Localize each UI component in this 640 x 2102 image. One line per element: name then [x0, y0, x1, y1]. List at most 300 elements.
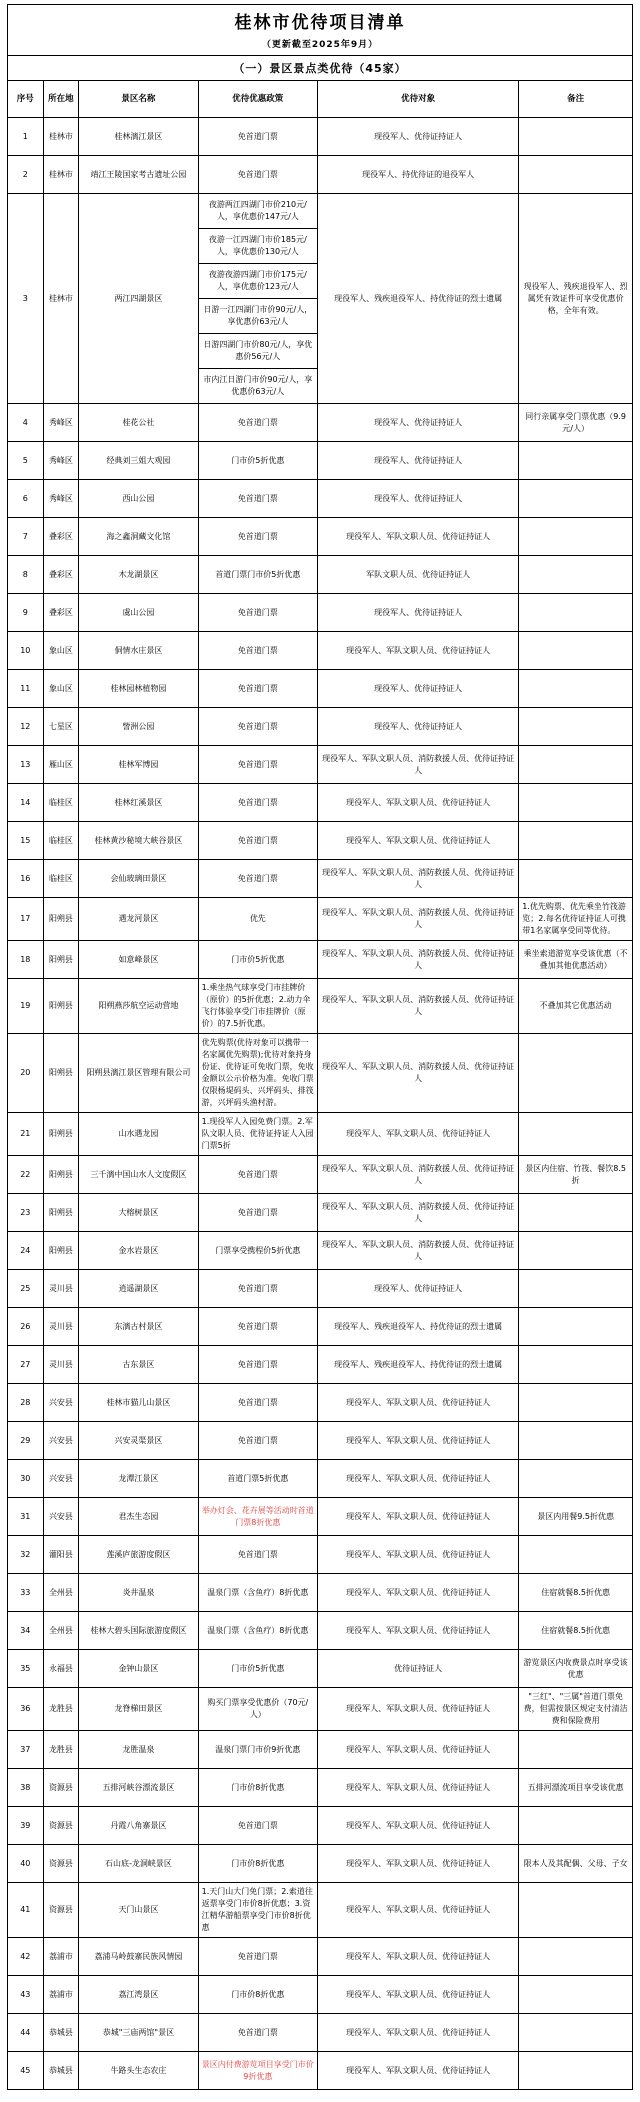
cell-policy: 免首道门票 — [198, 632, 317, 670]
policy-sub-item: 日游四湖门市价80元/人，享优惠价56元/人 — [199, 334, 317, 369]
cell-remark — [519, 556, 633, 594]
cell-location: 恭城县 — [43, 2052, 79, 2090]
cell-location: 阳朔县 — [43, 1156, 79, 1194]
cell-remark — [519, 632, 633, 670]
cell-location: 阳朔县 — [43, 1194, 79, 1232]
header-row — [8, 81, 633, 118]
cell-policy: 优先购票(优待对象可以携带一名家属优先购票);优待对象持身份证、优待证可免收门票，免收金额以公示价格为准。免收门票仅限杨堤码头、兴坪码头、排筏游，兴坪码头渔村游。 — [198, 1034, 317, 1113]
table-row — [8, 708, 633, 746]
cell-target: 现役军人、军队文职人员、优待证持证人 — [318, 1498, 519, 1536]
cell-remark: 景区内住宿、竹筏、餐饮8.5折 — [519, 1156, 633, 1194]
table-row — [8, 1976, 633, 2014]
cell-serial: 44 — [8, 2014, 44, 2052]
cell-target: 现役军人、军队文职人员、消防救援人员、优待证持证人 — [318, 979, 519, 1034]
cell-scenic-name: 金水岩景区 — [79, 1232, 198, 1270]
cell-serial: 6 — [8, 480, 44, 518]
cell-scenic-name: 石山底-龙洞峡景区 — [79, 1845, 198, 1883]
cell-scenic-name: 东漓古村景区 — [79, 1308, 198, 1346]
cell-serial: 20 — [8, 1034, 44, 1113]
cell-location: 恭城县 — [43, 2014, 79, 2052]
cell-scenic-name: 丹霞八角寨景区 — [79, 1807, 198, 1845]
cell-location: 桂林市 — [43, 118, 79, 156]
table-row — [8, 2014, 633, 2052]
cell-policy: 门市价5折优惠 — [198, 442, 317, 480]
cell-serial: 16 — [8, 860, 44, 898]
table-row — [8, 1308, 633, 1346]
cell-serial: 35 — [8, 1650, 44, 1688]
cell-target: 现役军人、军队文职人员、优待证持证人 — [318, 2014, 519, 2052]
cell-scenic-name: 海之鑫洞藏文化馆 — [79, 518, 198, 556]
cell-location: 阳朔县 — [43, 1232, 79, 1270]
cell-policy: 门票享受携程价5折优惠 — [198, 1232, 317, 1270]
cell-remark: 景区内用餐9.5折优惠 — [519, 1498, 633, 1536]
cell-target: 现役军人、军队文职人员、消防救援人员、优待证持证人 — [318, 941, 519, 979]
cell-scenic-name: 桂林红溪景区 — [79, 784, 198, 822]
cell-policy: 温泉门票（含鱼疗）8折优惠 — [198, 1612, 317, 1650]
cell-remark — [519, 1346, 633, 1384]
cell-serial: 30 — [8, 1460, 44, 1498]
cell-scenic-name: 会仙玻璃田景区 — [79, 860, 198, 898]
cell-serial: 27 — [8, 1346, 44, 1384]
cell-location: 全州县 — [43, 1574, 79, 1612]
cell-serial: 42 — [8, 1938, 44, 1976]
cell-remark — [519, 1938, 633, 1976]
cell-remark — [519, 1034, 633, 1113]
cell-remark — [519, 1194, 633, 1232]
cell-scenic-name: 桂林漓江景区 — [79, 118, 198, 156]
cell-scenic-name: 訾洲公园 — [79, 708, 198, 746]
cell-target: 现役军人、残疾退役军人、持优待证的烈士遗属 — [318, 194, 519, 404]
cell-location: 叠彩区 — [43, 556, 79, 594]
cell-policy — [198, 194, 317, 404]
col-header-scenic-name: 景区名称 — [79, 81, 198, 118]
cell-serial: 31 — [8, 1498, 44, 1536]
title-block — [7, 4, 633, 55]
cell-serial: 18 — [8, 941, 44, 979]
cell-serial: 4 — [8, 404, 44, 442]
table-row — [8, 156, 633, 194]
cell-remark — [519, 2052, 633, 2090]
policy-sub-item: 市内江日游门市价90元/人，享优惠价63元/人 — [203, 375, 313, 397]
cell-policy: 免首道门票 — [198, 1938, 317, 1976]
policy-sub-item: 夜游一江四湖门市价185元/人，享优惠价130元/人 — [199, 229, 317, 264]
cell-scenic-name: 炎井温泉 — [79, 1574, 198, 1612]
cell-remark — [519, 746, 633, 784]
cell-serial: 13 — [8, 746, 44, 784]
cell-policy: 门市价8折优惠 — [198, 1845, 317, 1883]
cell-policy: 免首道门票 — [198, 480, 317, 518]
cell-remark: 游览景区内收费景点时享受该优惠 — [519, 1650, 633, 1688]
cell-policy: 首道门票5折优惠 — [198, 1460, 317, 1498]
cell-target: 现役军人、军队文职人员、优待证持证人 — [318, 1976, 519, 2014]
cell-remark — [519, 1422, 633, 1460]
cell-serial: 32 — [8, 1536, 44, 1574]
table-row — [8, 1422, 633, 1460]
cell-location: 桂林市 — [43, 194, 79, 404]
cell-serial: 41 — [8, 1883, 44, 1938]
table-row — [8, 1536, 633, 1574]
cell-location: 七星区 — [43, 708, 79, 746]
table-row — [8, 2052, 633, 2090]
cell-serial: 34 — [8, 1612, 44, 1650]
cell-scenic-name: 经典刘三姐大观园 — [79, 442, 198, 480]
cell-target: 现役军人、军队文职人员、优待证持证人 — [318, 1536, 519, 1574]
cell-scenic-name: 虞山公园 — [79, 594, 198, 632]
cell-remark — [519, 708, 633, 746]
cell-serial: 33 — [8, 1574, 44, 1612]
table-row — [8, 194, 633, 404]
cell-location: 灵川县 — [43, 1308, 79, 1346]
cell-remark: 现役军人、残疾退役军人、烈属凭有效证件可享受优惠价格，全年有效。 — [519, 194, 633, 404]
table-row — [8, 1731, 633, 1769]
cell-target: 现役军人、优待证持证人 — [318, 118, 519, 156]
cell-serial: 37 — [8, 1731, 44, 1769]
table-row — [8, 1845, 633, 1883]
cell-scenic-name: 桂林黄沙秘境大峡谷景区 — [79, 822, 198, 860]
cell-scenic-name: 荔浦马岭鼓寨民族风情园 — [79, 1938, 198, 1976]
cell-remark — [519, 1384, 633, 1422]
cell-scenic-name: 君杰生态园 — [79, 1498, 198, 1536]
cell-location: 兴安县 — [43, 1422, 79, 1460]
table-row — [8, 670, 633, 708]
cell-location: 秀峰区 — [43, 442, 79, 480]
cell-location: 临桂区 — [43, 784, 79, 822]
cell-location: 桂林市 — [43, 156, 79, 194]
cell-serial: 9 — [8, 594, 44, 632]
cell-location: 阳朔县 — [43, 979, 79, 1034]
cell-scenic-name: 桂林军博园 — [79, 746, 198, 784]
cell-policy: 免首道门票 — [198, 1422, 317, 1460]
cell-serial: 29 — [8, 1422, 44, 1460]
table-row — [8, 1270, 633, 1308]
cell-target: 现役军人、军队文职人员、消防救援人员、优待证持证人 — [318, 1034, 519, 1113]
table-row — [8, 594, 633, 632]
cell-policy: 免首道门票 — [198, 594, 317, 632]
cell-target: 现役军人、残疾退役军人、持优待证的烈士遗属 — [318, 1308, 519, 1346]
cell-location: 阳朔县 — [43, 941, 79, 979]
cell-target: 现役军人、军队文职人员、优待证持证人 — [318, 1883, 519, 1938]
cell-serial: 43 — [8, 1976, 44, 2014]
cell-serial: 45 — [8, 2052, 44, 2090]
cell-scenic-name: 阳朔燕莎航空运动营地 — [79, 979, 198, 1034]
cell-policy: 首道门票门市价5折优惠 — [198, 556, 317, 594]
cell-location: 龙胜县 — [43, 1688, 79, 1731]
cell-serial: 28 — [8, 1384, 44, 1422]
cell-remark: 住宿就餐8.5折优惠 — [519, 1574, 633, 1612]
cell-target: 现役军人、军队文职人员、优待证持证人 — [318, 1688, 519, 1731]
cell-remark — [519, 784, 633, 822]
cell-policy: 免首道门票 — [198, 1346, 317, 1384]
table-row — [8, 518, 633, 556]
policy-sub-item: 日游一江四湖门市价90元/人，享优惠价63元/人 — [199, 299, 317, 334]
table-row — [8, 1807, 633, 1845]
cell-target: 现役军人、优待证持证人 — [318, 404, 519, 442]
table-row — [8, 556, 633, 594]
cell-policy: 免首道门票 — [198, 518, 317, 556]
col-header-remark: 备注 — [519, 81, 633, 118]
benefits-table — [7, 80, 633, 2090]
cell-policy: 景区内付费游览项目享受门市价9折优惠 — [198, 2052, 317, 2090]
cell-location: 龙胜县 — [43, 1731, 79, 1769]
cell-location: 临桂区 — [43, 822, 79, 860]
cell-target: 现役军人、军队文职人员、消防救援人员、优待证持证人 — [318, 898, 519, 941]
cell-remark — [519, 1731, 633, 1769]
cell-remark — [519, 1536, 633, 1574]
cell-location: 雁山区 — [43, 746, 79, 784]
section-heading: （一）景区景点类优待（45家） — [7, 55, 633, 80]
cell-policy: 免首道门票 — [198, 1536, 317, 1574]
table-row — [8, 1034, 633, 1113]
cell-policy: 免首道门票 — [198, 784, 317, 822]
table-row — [8, 1346, 633, 1384]
cell-target: 现役军人、优待证持证人 — [318, 594, 519, 632]
cell-location: 灵川县 — [43, 1270, 79, 1308]
cell-remark: 住宿就餐8.5折优惠 — [519, 1612, 633, 1650]
cell-target: 现役军人、军队文职人员、优待证持证人 — [318, 1938, 519, 1976]
cell-remark — [519, 670, 633, 708]
cell-policy: 免首道门票 — [198, 1308, 317, 1346]
cell-policy: 免首道门票 — [198, 708, 317, 746]
cell-target: 现役军人、军队文职人员、优待证持证人 — [318, 1574, 519, 1612]
page-title: 桂林市优待项目清单 — [234, 13, 406, 33]
cell-policy: 免首道门票 — [198, 822, 317, 860]
cell-location: 象山区 — [43, 670, 79, 708]
cell-scenic-name: 山水遇龙园 — [79, 1113, 198, 1156]
cell-target: 现役军人、军队文职人员、消防救援人员、优待证持证人 — [318, 860, 519, 898]
cell-serial: 36 — [8, 1688, 44, 1731]
col-header-policy: 优待优惠政策 — [198, 81, 317, 118]
cell-location: 秀峰区 — [43, 404, 79, 442]
cell-target: 军队文职人员、优待证持证人 — [318, 556, 519, 594]
cell-policy: 免首道门票 — [198, 1156, 317, 1194]
table-row — [8, 442, 633, 480]
table-row — [8, 1574, 633, 1612]
cell-serial: 2 — [8, 156, 44, 194]
cell-scenic-name: 桂林大碧头国际旅游度假区 — [79, 1612, 198, 1650]
cell-remark — [519, 1976, 633, 2014]
table-row — [8, 118, 633, 156]
cell-scenic-name: 金钟山景区 — [79, 1650, 198, 1688]
cell-serial: 10 — [8, 632, 44, 670]
cell-location: 兴安县 — [43, 1460, 79, 1498]
table-row — [8, 822, 633, 860]
cell-scenic-name: 龙胜温泉 — [79, 1731, 198, 1769]
cell-scenic-name: 桂林市猫儿山景区 — [79, 1384, 198, 1422]
cell-remark: 五排河漂流项目享受该优惠 — [519, 1769, 633, 1807]
cell-location: 资源县 — [43, 1769, 79, 1807]
table-row — [8, 1156, 633, 1194]
cell-remark — [519, 1232, 633, 1270]
cell-policy: 免首道门票 — [198, 1384, 317, 1422]
cell-scenic-name: 荔江湾景区 — [79, 1976, 198, 2014]
cell-scenic-name: 靖江王陵国家考古遗址公园 — [79, 156, 198, 194]
page-subtitle: （更新截至2025年9月） — [261, 40, 379, 51]
cell-policy: 免首道门票 — [198, 404, 317, 442]
cell-policy: 免首道门票 — [198, 1807, 317, 1845]
cell-serial: 22 — [8, 1156, 44, 1194]
table-row — [8, 480, 633, 518]
cell-scenic-name: 五排河峡谷漂流景区 — [79, 1769, 198, 1807]
cell-scenic-name: 阳朔县漓江景区管理有限公司 — [79, 1034, 198, 1113]
cell-scenic-name: 天门山景区 — [79, 1883, 198, 1938]
table-row — [8, 1384, 633, 1422]
cell-serial: 38 — [8, 1769, 44, 1807]
cell-serial: 8 — [8, 556, 44, 594]
cell-target: 优待证持证人 — [318, 1650, 519, 1688]
table-row — [8, 941, 633, 979]
col-header-serial: 序号 — [8, 81, 44, 118]
cell-location: 灵川县 — [43, 1346, 79, 1384]
table-row — [8, 1113, 633, 1156]
cell-policy: 门市价8折优惠 — [198, 1769, 317, 1807]
table-row — [8, 1938, 633, 1976]
table-row — [8, 1883, 633, 1938]
table-row — [8, 898, 633, 941]
cell-serial: 5 — [8, 442, 44, 480]
cell-location: 全州县 — [43, 1612, 79, 1650]
cell-remark: 限本人及其配偶、父母、子女 — [519, 1845, 633, 1883]
cell-scenic-name: 侗情水庄景区 — [79, 632, 198, 670]
cell-location: 临桂区 — [43, 860, 79, 898]
cell-policy: 购买门票享受优惠价（70元/人） — [198, 1688, 317, 1731]
cell-policy: 门市价5折优惠 — [198, 941, 317, 979]
cell-policy: 免首道门票 — [198, 1270, 317, 1308]
table-row — [8, 404, 633, 442]
cell-location: 阳朔县 — [43, 1113, 79, 1156]
col-header-location: 所在地 — [43, 81, 79, 118]
cell-policy: 1.乘坐热气球享受门市挂牌价（原价）的5折优惠；2.动力伞飞行体验享受门市挂牌价（原价）的7.5折优惠。 — [198, 979, 317, 1034]
cell-scenic-name: 牛路头生态农庄 — [79, 2052, 198, 2090]
cell-remark: 同行亲属享受门票优惠（9.9元/人） — [519, 404, 633, 442]
table-row — [8, 632, 633, 670]
cell-remark — [519, 118, 633, 156]
cell-location: 秀峰区 — [43, 480, 79, 518]
cell-location: 永福县 — [43, 1650, 79, 1688]
cell-target: 现役军人、军队文职人员、优待证持证人 — [318, 2052, 519, 2090]
cell-scenic-name: 西山公园 — [79, 480, 198, 518]
cell-remark — [519, 1883, 633, 1938]
cell-target: 现役军人、军队文职人员、消防救援人员、优待证持证人 — [318, 1156, 519, 1194]
cell-target: 现役军人、军队文职人员、优待证持证人 — [318, 822, 519, 860]
cell-serial: 12 — [8, 708, 44, 746]
cell-policy: 温泉门票门市价9折优惠 — [198, 1731, 317, 1769]
table-row — [8, 1232, 633, 1270]
cell-target: 现役军人、军队文职人员、优待证持证人 — [318, 1460, 519, 1498]
cell-remark — [519, 822, 633, 860]
cell-serial: 3 — [8, 194, 44, 404]
cell-serial: 15 — [8, 822, 44, 860]
cell-policy: 免首道门票 — [198, 156, 317, 194]
cell-scenic-name: 大榕树景区 — [79, 1194, 198, 1232]
cell-target: 现役军人、军队文职人员、优待证持证人 — [318, 1845, 519, 1883]
cell-remark — [519, 442, 633, 480]
cell-scenic-name: 恭城"三庙两馆"景区 — [79, 2014, 198, 2052]
cell-scenic-name: 桂林园林植物园 — [79, 670, 198, 708]
cell-serial: 25 — [8, 1270, 44, 1308]
cell-location: 资源县 — [43, 1807, 79, 1845]
table-row — [8, 1688, 633, 1731]
cell-remark — [519, 1270, 633, 1308]
cell-serial: 1 — [8, 118, 44, 156]
cell-remark — [519, 1807, 633, 1845]
cell-target: 现役军人、优待证持证人 — [318, 670, 519, 708]
cell-scenic-name: 两江四湖景区 — [79, 194, 198, 404]
cell-policy: 免首道门票 — [198, 746, 317, 784]
cell-serial: 19 — [8, 979, 44, 1034]
cell-policy: 门市价5折优惠 — [198, 1650, 317, 1688]
cell-serial: 26 — [8, 1308, 44, 1346]
cell-target: 现役军人、军队文职人员、优待证持证人 — [318, 1731, 519, 1769]
cell-scenic-name: 如意峰景区 — [79, 941, 198, 979]
cell-target: 现役军人、军队文职人员、优待证持证人 — [318, 784, 519, 822]
table-header — [8, 81, 633, 118]
cell-serial: 11 — [8, 670, 44, 708]
cell-target: 现役军人、持优待证的退役军人 — [318, 156, 519, 194]
cell-serial: 21 — [8, 1113, 44, 1156]
cell-location: 叠彩区 — [43, 594, 79, 632]
cell-target: 现役军人、军队文职人员、优待证持证人 — [318, 1612, 519, 1650]
cell-scenic-name: 古东景区 — [79, 1346, 198, 1384]
table-row — [8, 1194, 633, 1232]
cell-policy: 免首道门票 — [198, 670, 317, 708]
cell-serial: 14 — [8, 784, 44, 822]
cell-remark — [519, 518, 633, 556]
cell-scenic-name: 遇龙河景区 — [79, 898, 198, 941]
cell-location: 资源县 — [43, 1845, 79, 1883]
table-row — [8, 1498, 633, 1536]
cell-scenic-name: 龙潭江景区 — [79, 1460, 198, 1498]
cell-scenic-name: 兴安灵渠景区 — [79, 1422, 198, 1460]
cell-location: 阳朔县 — [43, 1034, 79, 1113]
cell-policy: 门市价8折优惠 — [198, 1976, 317, 2014]
cell-target: 现役军人、军队文职人员、优待证持证人 — [318, 632, 519, 670]
cell-policy: 免首道门票 — [198, 860, 317, 898]
cell-policy: 1.天门山大门免门票；2.索道往返票享受门市价8折优惠；3.资江精华游船票享受门市价8折优惠 — [198, 1883, 317, 1938]
cell-policy: 举办灯会、花卉展等活动时首道门票8折优惠 — [198, 1498, 317, 1536]
cell-location: 象山区 — [43, 632, 79, 670]
cell-location: 兴安县 — [43, 1498, 79, 1536]
table-row — [8, 1650, 633, 1688]
cell-policy: 免首道门票 — [198, 118, 317, 156]
cell-remark — [519, 1460, 633, 1498]
cell-scenic-name: 三千漓中国山水人文度假区 — [79, 1156, 198, 1194]
cell-remark: "三红"、"三属"首道门票免费，但需按景区规定支付清洁费和保险费用 — [519, 1688, 633, 1731]
cell-scenic-name: 木龙湖景区 — [79, 556, 198, 594]
table-row — [8, 979, 633, 1034]
cell-policy: 优先 — [198, 898, 317, 941]
cell-serial: 24 — [8, 1232, 44, 1270]
cell-serial: 7 — [8, 518, 44, 556]
cell-remark — [519, 480, 633, 518]
cell-policy: 1.现役军人入园免费门票。2.军队文职人员、优待证持证人入园门票5折 — [198, 1113, 317, 1156]
table-row — [8, 1460, 633, 1498]
cell-scenic-name: 逍遥湖景区 — [79, 1270, 198, 1308]
cell-target: 现役军人、优待证持证人 — [318, 708, 519, 746]
cell-location: 荔浦市 — [43, 1976, 79, 2014]
cell-remark — [519, 156, 633, 194]
cell-target: 现役军人、军队文职人员、消防救援人员、优待证持证人 — [318, 746, 519, 784]
table-body — [8, 118, 633, 2090]
policy-sub-item: 夜游夜游四湖门市价175元/人，享优惠价123元/人 — [199, 264, 317, 299]
cell-target: 现役军人、军队文职人员、优待证持证人 — [318, 1384, 519, 1422]
table-row — [8, 860, 633, 898]
cell-target: 现役军人、军队文职人员、消防救援人员、优待证持证人 — [318, 1232, 519, 1270]
cell-target: 现役军人、优待证持证人 — [318, 480, 519, 518]
cell-remark — [519, 1113, 633, 1156]
cell-remark — [519, 2014, 633, 2052]
cell-target: 现役军人、军队文职人员、优待证持证人 — [318, 1422, 519, 1460]
cell-remark — [519, 594, 633, 632]
